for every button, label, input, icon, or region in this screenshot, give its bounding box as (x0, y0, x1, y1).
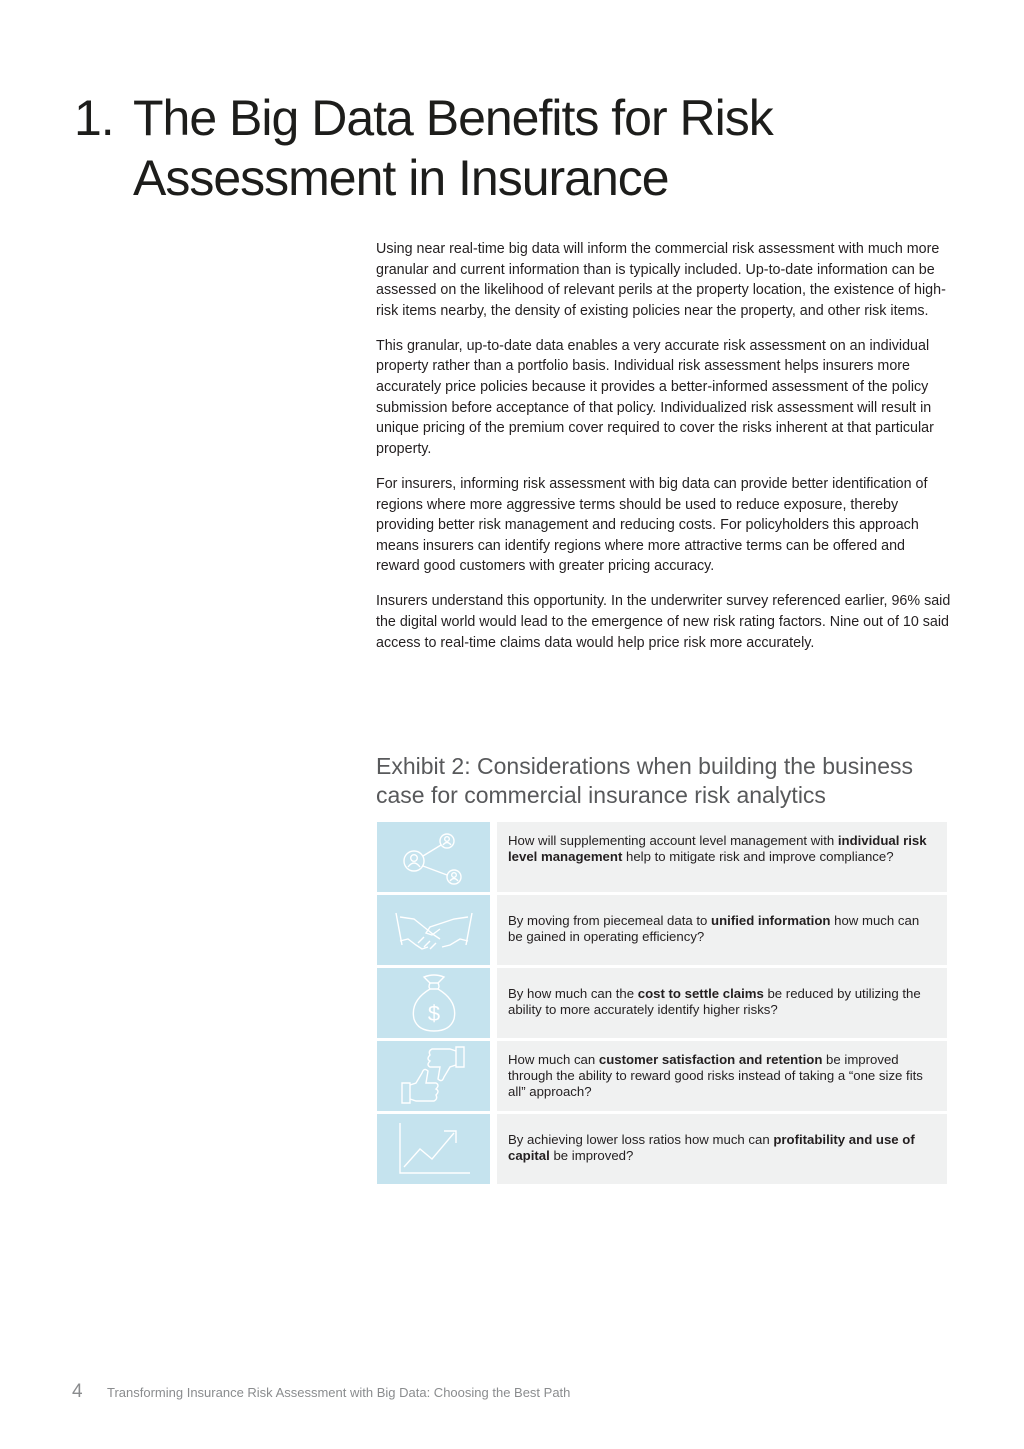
network-people-icon (377, 822, 490, 892)
handshake-icon (377, 895, 490, 965)
exhibit-table (377, 822, 947, 1187)
page-footer (72, 1381, 772, 1403)
exhibit-question: How much can customer satisfaction and retention be improved through the ability to reward good risks instead of taking a “one size fits all” approach? (497, 1041, 947, 1111)
growth-chart-icon (377, 1114, 490, 1184)
exhibit-row (377, 822, 947, 892)
exhibit-row (377, 895, 947, 965)
exhibit-row (377, 1114, 947, 1184)
exhibit-question: By moving from piecemeal data to unified information how much can be gained in operating efficiency? (497, 895, 947, 965)
paragraph: For insurers, informing risk assessment with big data can provide better identification of regions where more aggressive terms should be used to reduce exposure, thereby providing better risk management and reducing costs. For policyholders this approach means insurers can identify regions where more attractive terms can be offered and reward good customers with greater pricing accuracy. (376, 475, 928, 575)
body-text (376, 239, 952, 668)
footer-title: Transforming Insurance Risk Assessment with Big Data: Choosing the Best Path (107, 1385, 571, 1400)
exhibit-question: By how much can the cost to settle claims be reduced by utilizing the ability to more accurately identify higher risks? (497, 968, 947, 1038)
exhibit-title: Exhibit 2: Considerations when building the business case for commercial insurance risk analytics (376, 753, 913, 808)
section-title: The Big Data Benefits for Risk Assessment in Insurance (133, 90, 773, 206)
exhibit-question: How will supplementing account level management with individual risk level management help to mitigate risk and improve compliance? (497, 822, 947, 892)
page-number: 4 (72, 1381, 83, 1402)
money-bag-icon (377, 968, 490, 1038)
thumbs-up-down-icon (377, 1041, 490, 1111)
paragraph: This granular, up-to-date data enables a very accurate risk assessment on an individual property rather than a portfolio basis. Individual risk assessment helps insurers more accurately price policies because it provides a better-informed assessment of the policy submission before acceptance of that policy. Individualized risk assessment will result in unique pricing of the premium cover required to cover the risks inherent at that particular property. (376, 337, 934, 457)
section-number: 1. (74, 90, 114, 146)
svg-text:$: $ (427, 1001, 440, 1026)
exhibit-row (377, 1041, 947, 1111)
exhibit-question: By achieving lower loss ratios how much can profitability and use of capital be improved? (497, 1114, 947, 1184)
paragraph: Using near real-time big data will inform the commercial risk assessment with much more granular and current information than is typically included. Up-to-date information can be assessed on the likelihood of relevant perils at the property location, the existence of high-risk items nearby, the density of existing policies near the property, and other risk items. (376, 241, 946, 319)
exhibit-row (377, 968, 947, 1038)
paragraph: Insurers understand this opportunity. In the underwriter survey referenced earlier, 96% said the digital world would lead to the emergence of new risk rating factors. Nine out of 10 said access to real-time claims data would help price risk more accurately. (376, 593, 951, 651)
